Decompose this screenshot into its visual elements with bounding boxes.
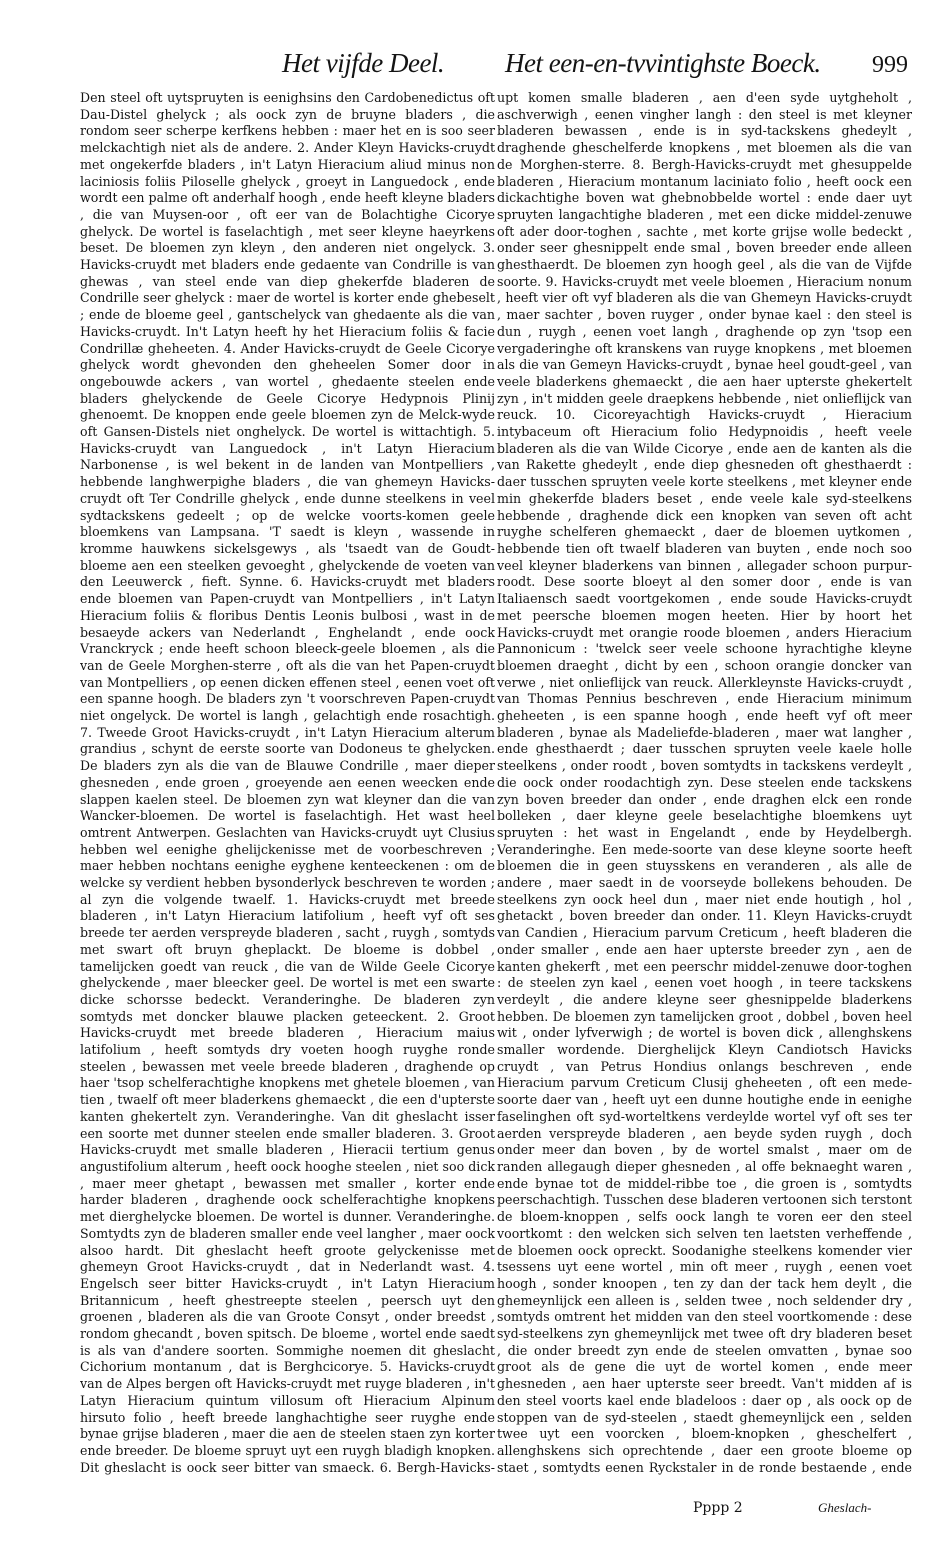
page-number: 999 xyxy=(872,52,908,78)
page-header xyxy=(0,48,950,88)
right-column-text: upt komen smalle bladeren , aen d'een syde uytgheholt , aschverwigh , eenen vingher langh : den steel is met kleyner bladeren bewassen , ende is in syd-tackskens ghedeylt , draghende gheschelferde knopkens , met bloemen als die van de Morghen-sterre. 8. Bergh-Havicks-cruydt met ghesuppelde bladeren , Hieracium montanum laciniato folio , heeft oock een dickachtighe boven wat ghebnobbelde wortel : ende daer uyt spruyten langachtighe bladeren , met een dicke middel-zenuwe oft ader door-toghen , sachte , met korte grijse wolle bedeckt , onder seer ghesnippelt ende smal , boven breeder ende alleen ghesthaerdt. De bloemen zyn hoogh geel , als die van de Vijfde soorte. 9. Havicks-cruydt met veele bloemen , Hieracium nonum , heeft vier oft vyf bladeren als die van Ghemeyn Havicks-cruydt , maer sachter , boven ruyger , onder bynae kael : den steel is dun , ruygh , eenen voet langh , draghende op zyn 'tsop een vergaderinghe oft kranskens van ruyge knopkens , met bloemen als die van Gemeyn Havicks-cruydt , bynae heel goudt-geel , van veele bladerkens ghemaeckt , die aen haer upterste ghekertelt zyn , in't midden geele draepkens hebbende , niet onlieflijck van reuck. 10. Cicoreyachtigh Havicks-cruydt , Hieracium intybaceum oft Hieracium folio Hedypnoidis , heeft veele bladeren als die van Wilde Cicorye , ende aen de kanten als die van Rakette ghedeylt , ende diep ghesneden oft ghesthaerdt : daer tusschen spruyten veele korte steelkens , met kleyner ende min ghekerfde bladers beset , ende veele kale syd-steelkens hebbende , draghende dick een knopken van seven oft acht ruyghe schelferen ghemaeckt , daer de bloemen uytkomen , hebbende tien oft twaelf bladeren van buyten , ende noch soo veel kleyner bladerkens van binnen , allegader schoon purpur-roodt. Dese soorte bloeyt al den somer door , ende is van Italiaensch saedt voortgekomen , ende soude Havicks-cruydt met peersche bloemen mogen heeten. Hier by hoort het Havicks-cruydt met orangie roode bloemen , anders Hieracium Pannonicum : 'twelck seer veele schoone hyrachtighe kleyne bloemen draeght , dicht by een , schoon orangie doncker van verwe , niet onlieflijck van reuck. Allerkleynste Havicks-cruydt , van Thomas Pennius beschreven , ende Hieracium minimum gheheeten , is een spanne hoogh , ende heeft vyf oft meer bladeren , bynae als Madeliefde-bladeren , maer wat langher , ende ghesthaerdt ; daer tusschen spruyten veele kaele holle steelkens , onder roodt , boven somtydts in tackskens verdeylt , die oock onder roodachtigh zyn. Dese steelen ende tackskens zyn boven breeder dan onder , ende draghen elck een ronde bolleken , daer kleyne geele beselachtighe bloemkens uyt spruyten : het wast in Engelandt , ende by Heydelbergh. Veranderinghe. Een mede-soorte van dese kleyne soorte heeft bloemen die in geen stuysskens en veranderen , als alle de andere , maer saedt in de voorseyde bollekens behouden. De steelkens zyn oock heel dun , maer niet ende houtigh , hol , ghetackt , boven breeder dan onder. 11. Kleyn Havicks-cruydt van Candien , Hieracium parvum Creticum , heeft bladeren die onder smaller , ende aen haer upterste breeder zyn , aen de kanten ghekerft , met een peerschr middel-zenuwe door-toghen : de steelen zyn kael , eenen voet hoogh , in teere tackskens verdeylt , die andere kleyne seer ghesnippelde bladerkens hebben. De bloemen zyn tamelijcken groot , dobbel , boven heel wit , onder lyfverwigh ; de wortel is boven dick , allenghskens smaller wordende. Dierghelijck Kleyn Candiotsch Havicks cruydt , van Petrus Hondius onlangs beschreven , ende Hieracium parvum Creticum Clusij gheheeten , oft een mede-soorte daer van , heeft uyt een dunne houtighe ende in eenighe faselinghen oft syd-worteltkens verdeylde wortel vyf oft ses ter aerden verspreyde bladeren , aen beyde syden ruygh , doch onder meer dan boven , by de wortel smalst , maer om de randen allegaugh dieper ghesneden , al offe beknaeght waren , ende bynae tot de middel-ribbe toe , die groen is , somtydts peerschachtigh. Tusschen dese bladeren vertoonen sich terstont de bloem-knoppen , selfs oock langh te voren eer den steel voortkomt : den welcken sich selven ten laetsten verheffende , de bloemen oock opreckt. Soodanighe steelkens komender vier tsessens uyt eene wortel , min oft meer , ruygh , eenen voet hoogh , sonder knoopen , ten zy dan der tack hem deylt , die ghemeynlijck een alleen is , selden twee , noch seldender dry , somtyds omtrent het midden van den steel voortkomende : dese syd-steelkens zyn ghemeynlijck met twee oft dry bladeren beset , die onder breedt zyn ende de steelen omvatten , bynae soo groot als de gene die uyt de wortel komen , ende meer ghesneden , aen haer upterste seer breedt. Van't midden af is den steel voorts kael ende bladeloos : daer op , als oock op de stoppen van de syd-steelen , staedt ghemeynlijck een , selden twee uyt een voorcken , bloem-knopken , gheschelfert , allenghskens sich oprechtende , daer een groote bloeme op staet , somtydts eenen Ryckstaler in de ronde bestaende , ende xyxy=(497,90,912,1475)
left-column xyxy=(80,90,495,1478)
signature-mark: Pppp 2 xyxy=(693,1500,743,1516)
running-title-right: Het een-en-tvvintighste Boeck. xyxy=(505,48,821,78)
left-column-text: Den steel oft uytspruyten is eenighsins den Cardobenedictus oft Dau-Distel ghelyck ; als oock zyn de bruyne bladers , die rondom seer scherpe kerfkens hebben : maer het en is soo seer melckachtigh niet als de andere. 2. Ander Kleyn Havicks-cruydt met ongekerfde bladers , in't Latyn Hieracium aliud minus non laciniosis foliis Piloselle ghelyck , groeyt in Languedock , ende wordt een palme oft anderhalf hoogh , ende heeft kleyne bladers , die van Muysen-oor , oft eer van de Bolachtighe Cicorye ghelyck. De wortel is faselachtigh , met seer kleyne haeyrkens beset. De bloemen zyn kleyn , den anderen niet ongelyck. 3. Havicks-cruydt met bladers ende gedaente van Condrille is van ghewas , van steel ende van diep ghekerfde bladeren de Condrille seer ghelyck : maer de wortel is korter ende ghebeselt ; ende de bloeme geel , gantschelyck van ghedaente als die van Havicks-cruydt. In't Latyn heeft hy het Hieracium foliis & facie Condrillæ gheheeten. 4. Ander Havicks-cruydt de Geele Cicorye ghelyck wordt ghevonden den gheheelen Somer door in ongebouwde ackers , van wortel , ghedaente steelen ende bladers ghelyckende de Geele Cicorye Hedypnois Plinij ghenoemt. De knoppen ende geele bloemen zyn de Melck-wyde oft Gansen-Distels niet onghelyck. De wortel is wittachtigh. 5. Havicks-cruydt van Languedock , in't Latyn Hieracium Narbonense , is wel bekent in de landen van Montpelliers , hebbende langhwerpighe bladers , die van ghemeyn Havicks-cruydt oft Ter Condrille ghelyck , ende dunne steelkens in veel sydtackskens gedeelt ; op de welcke voorts-komen geele bloemkens van Lampsana. 'T saedt is kleyn , wassende in kromme hauwkens sickelsgewys , als 'tsaedt van de Goudt-bloeme aen een steelken gevoeght , ghelyckende de voeten van den Leeuwerck , fieft. Synne. 6. Havicks-cruydt met bladers ende bloemen van Papen-cruydt van Montpelliers , in't Latyn Hieracium foliis & floribus Dentis Leonis bulbosi , wast in de besaeyde ackers van Nederlandt , Enghelandt , ende oock Vranckryck ; ende heeft schoon bleeck-geele bloemen , als die van de Geele Morghen-sterre , oft als die van het Papen-cruydt van Montpelliers , op eenen dicken effenen steel , eenen voet oft een spanne hoogh. De bladers zyn 't voorschreven Papen-cruydt niet ongelyck. De wortel is langh , gelachtigh ende rosachtigh. 7. Tweede Groot Havicks-cruydt , in't Latyn Hieracium alterum grandius , schynt de eerste soorte van Dodoneus te ghelycken. De bladers zyn als die van de Blauwe Condrille , maer dieper ghesneden , ende groen , groeyende aen eenen weecken ende slappen kaelen steel. De bloemen zyn wat kleyner dan die van Wancker-bloemen. De wortel is faselachtigh. Het wast heel omtrent Antwerpen. Geslachten van Havicks-cruydt uyt Clusius hebben wel eenighe ghelijckenisse met de voorbeschreven ; maer hebben nochtans eenighe eyghene kenteeckenen : om de welcke sy verdient hebben bysonderlyck beschreven te worden ; al zyn die volgende twaelf. 1. Havicks-cruydt met breede bladeren , in't Latyn Hieracium latifolium , heeft vyf oft ses breede ter aerden verspreyde bladeren , sacht , ruygh , somtyds met swart oft bruyn gheplackt. De bloeme is dobbel , tamelijcken goedt van reuck , die van de Wilde Geele Cicorye ghelyckende , maer bleecker geel. De wortel is met een swarte dicke schorsse bedeckt. Veranderinghe. De bladeren zyn somtyds met doncker blauwe placken geteeckent. 2. Groot Havicks-cruydt met breede bladeren , Hieracium maius latifolium , heeft somtyds dry voeten hoogh ruyghe ronde steelen , bewassen met veele breede bladeren , draghende op haer 'tsop schelferachtighe knopkens met ghetele bloemen , van tien , twaelf oft meer bladerkens ghemaeckt , die een d'upterste kanten ghekertelt zyn. Veranderinghe. Van dit gheslacht isser een soorte met dunner steelen ende smaller bladeren. 3. Groot Havicks-cruydt met smalle bladeren , Hieracii tertium genus angustifolium alterum , heeft oock hooghe steelen , niet soo dick , maer meer ghetapt , bewassen met smaller , korter ende harder bladeren , draghende oock schelferachtighe knopkens met dierghelycke bloemen. De wortel is dunner. Veranderinghe. Somtydts zyn de bladeren smaller ende veel langher , maer oock alsoo hardt. Dit gheslacht heeft groote gelyckenisse met ghemeyn Groot Havicks-cruydt , dat in Nederlandt wast. 4. Engelsch seer bitter Havicks-cruydt , in't Latyn Hieracium Britannicum , heeft ghestreepte steelen , peersch uyt den groenen , bladeren als die van Groote Consyt , onder breedst , rondom ghecandt , boven spitsch. De bloeme , wortel ende saedt is als van d'andere soorten. Sommighe noemen dit gheslacht Cichorium montanum , dat is Berghcicorye. 5. Havicks-cruydt van de Alpes bergen oft Havicks-cruydt met ruyge bladeren , in't Latyn Hieracium quintum villosum oft Hieracium Alpinum hirsuto folio , heeft breede langhachtighe seer ruyghe ende bynae grijse bladeren , maer die aen de steelen staen zyn korter ende breeder. De bloeme spruyt uyt een ruygh bladigh knopken. Dit gheslacht is oock seer bitter van smaeck. 6. Bergh-Havicks- xyxy=(80,90,495,1475)
running-title-left: Het vijfde Deel. xyxy=(282,48,445,78)
catchword: Gheslach- xyxy=(818,1500,872,1515)
page-footer xyxy=(0,1500,950,1520)
right-column xyxy=(497,90,912,1478)
